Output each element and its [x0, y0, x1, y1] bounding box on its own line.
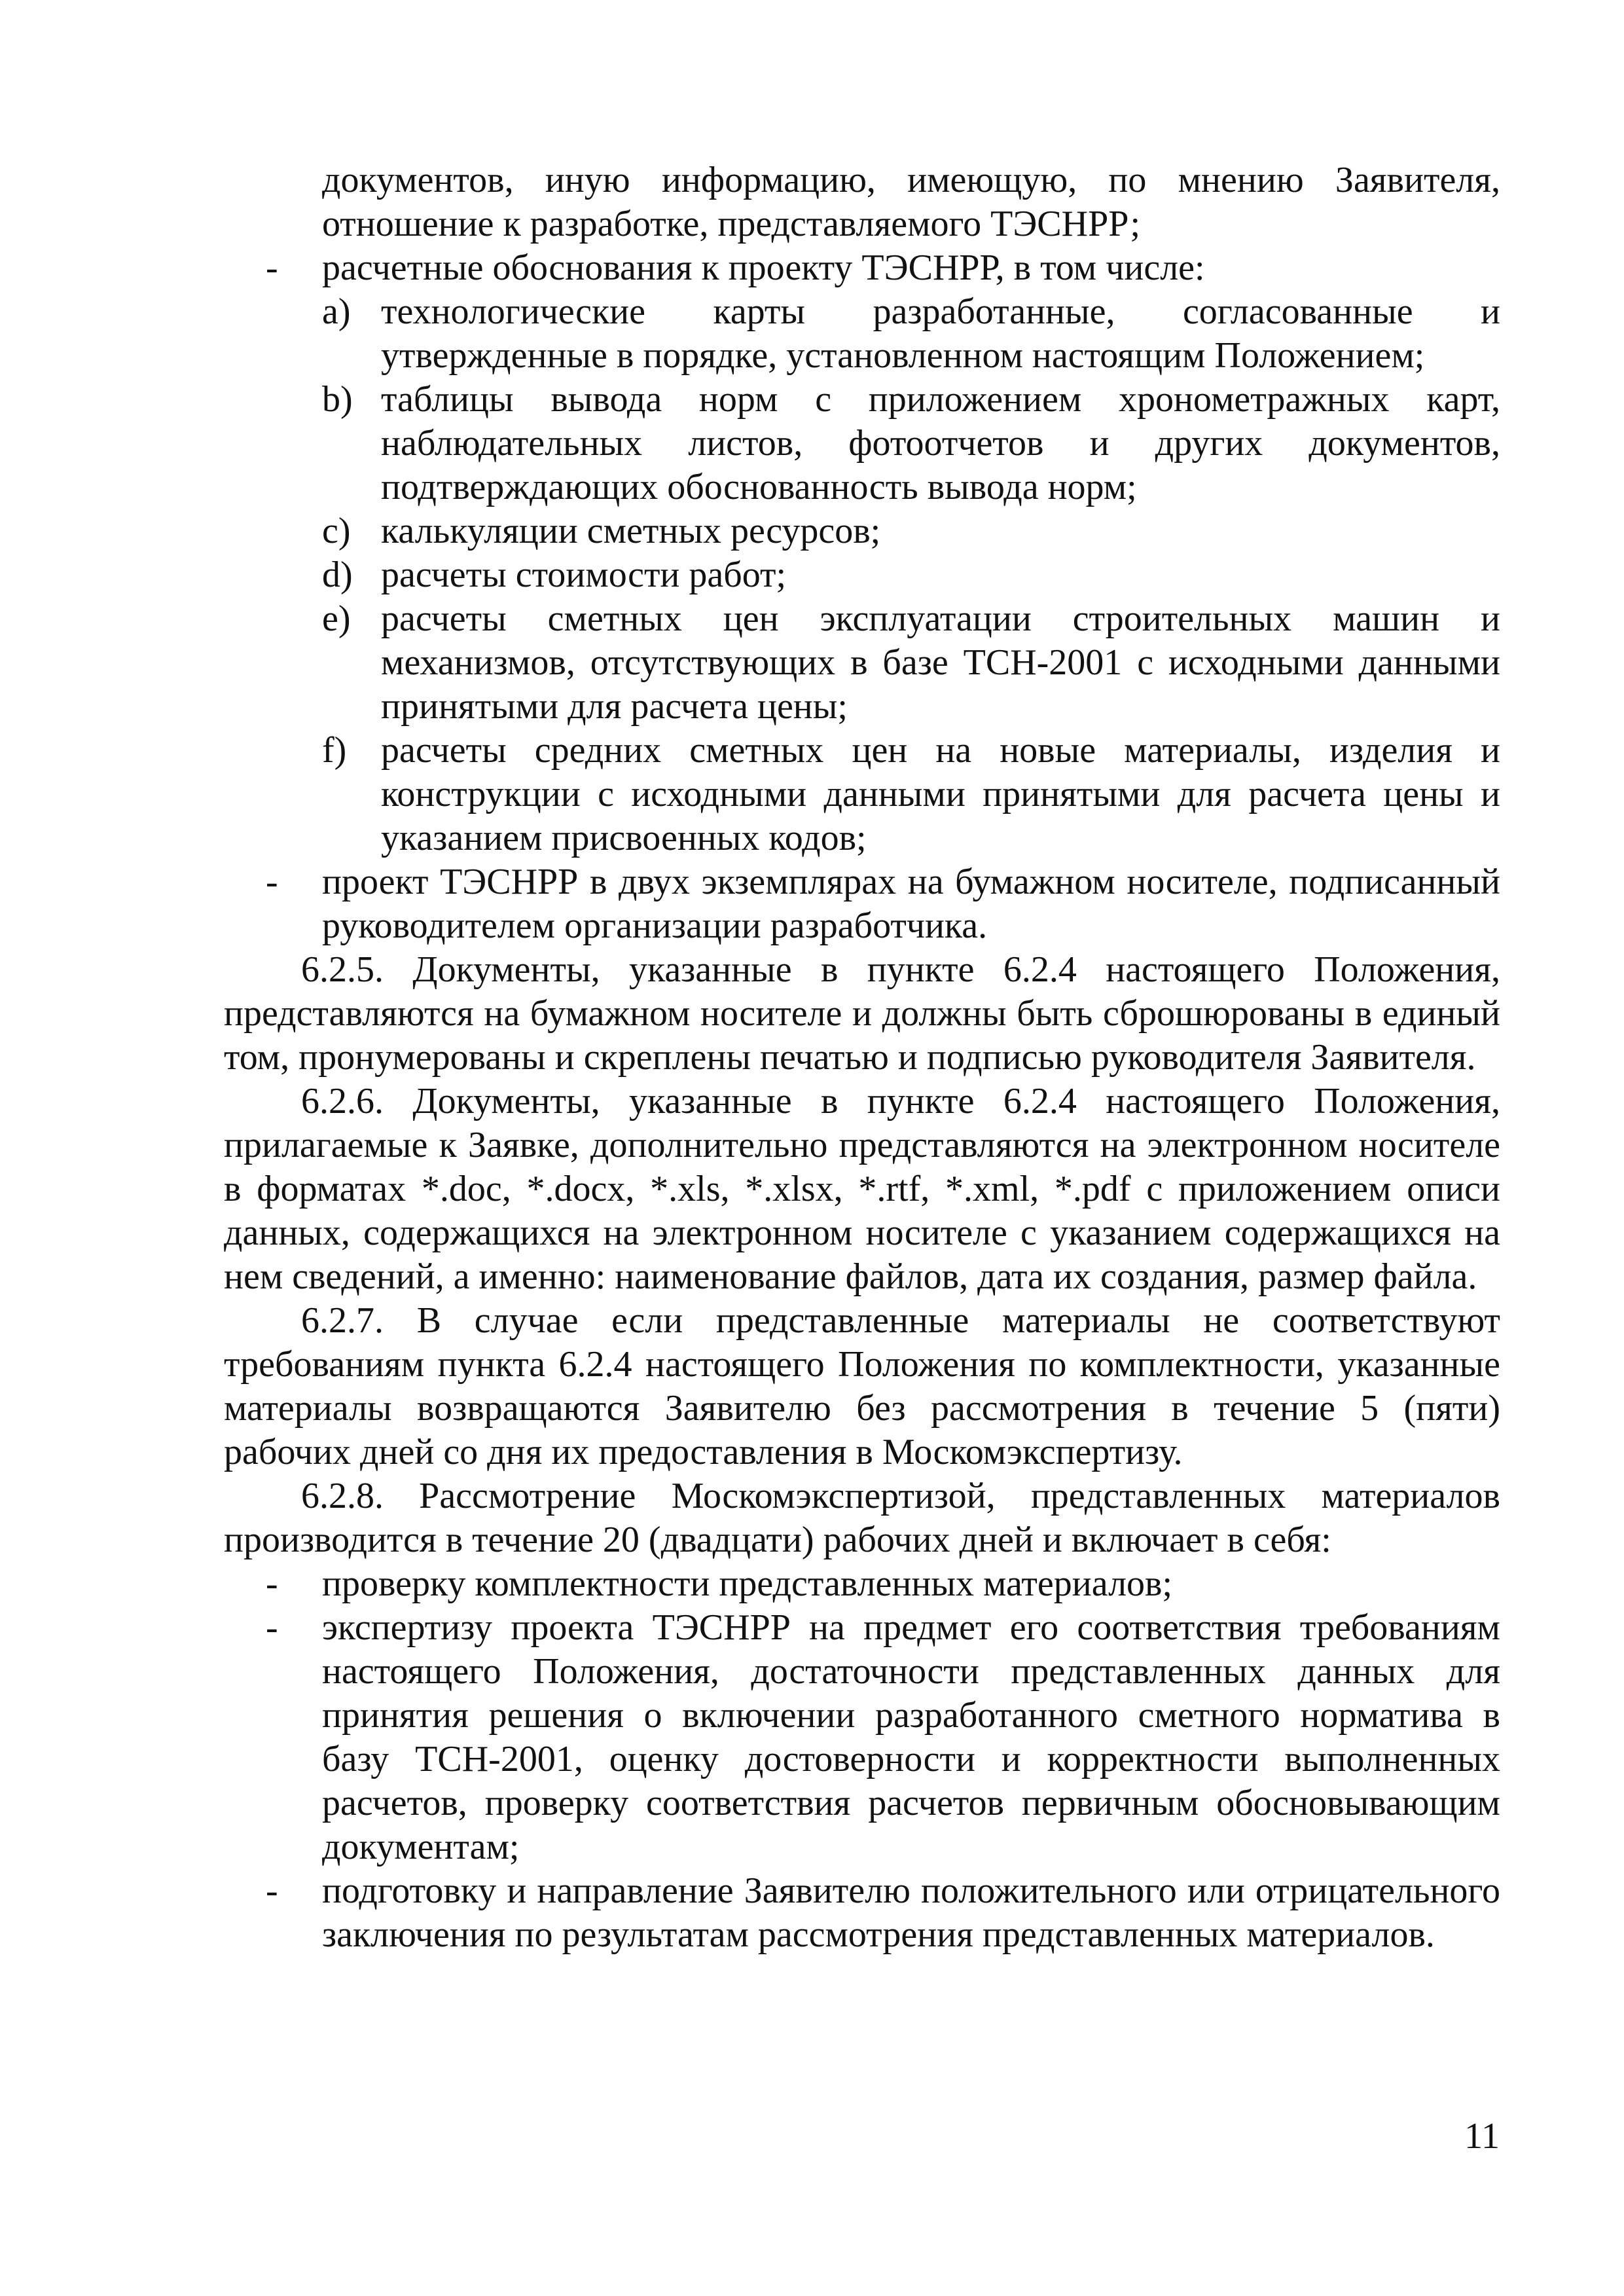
list-item-text: проект ТЭСНРР в двух экземплярах на бумажном носителе, подписанный руководителем организации разработчика. — [322, 862, 1500, 946]
list-item-text: подготовку и направление Заявителю положительного или отрицательного заключения по результатам рассмотрения представленных материалов. — [322, 1870, 1500, 1955]
dash-marker: - — [266, 1563, 278, 1604]
sub-list-item-d — [224, 553, 1500, 597]
sub-list-item-text: технологические карты разработанные, согласованные и утвержденные в порядке, установленном настоящим Положением; — [381, 291, 1500, 376]
sub-list-item-text: калькуляции сметных ресурсов; — [381, 511, 881, 551]
sub-list-item-b — [224, 378, 1500, 509]
page-number: 11 — [1464, 2116, 1500, 2157]
dash-marker: - — [266, 1870, 278, 1911]
sub-marker: a) — [322, 291, 351, 332]
dash-marker: - — [266, 862, 278, 902]
list-item-text: проверку комплектности представленных материалов; — [322, 1563, 1173, 1604]
document-body — [224, 158, 1500, 1957]
list-item-text: экспертизу проекта ТЭСНРР на предмет его соответствия требованиям настоящего Положения, достаточности представленных данных для принятия решения о включении разработанного сметного норматива в базу ТСН-2001, оценку достоверности и корректности выполненных расчетов, проверку соответствия расчетов первичным обосновывающим документам; — [322, 1607, 1500, 1867]
sub-list-item-text: расчеты стоимости работ; — [381, 555, 787, 595]
list-item — [224, 1562, 1500, 1606]
dash-marker: - — [266, 1607, 278, 1648]
sub-marker: f) — [322, 730, 347, 771]
paragraph-6-2-7: 6.2.7. В случае если представленные материалы не соответствуют требованиям пункта 6.2.4 настоящего Положения по комплектности, указанные материалы возвращаются Заявителю без рассмотрения в течение 5 (пяти) рабочих дней со дня их предоставления в Москомэкспертизу. — [224, 1300, 1500, 1472]
sub-marker: c) — [322, 511, 351, 551]
list-item — [224, 860, 1500, 948]
paragraph-6-2-6: 6.2.6. Документы, указанные в пункте 6.2.4 настоящего Положения, прилагаемые к Заявке, дополнительно представляются на электронном носителе в форматах *.doc, *.docx, *.xls, *.xlsx, *.rtf, *.xml, *.pdf с приложением описи данных, содержащихся на электронном носителе с указанием содержащихся на нем сведений, а именно: наименование файлов, дата их создания, размер файла. — [224, 1081, 1500, 1297]
sub-list-item-text: таблицы вывода норм с приложением хронометражных карт, наблюдательных листов, фотоотчетов и других документов, подтверждающих обоснованность вывода норм; — [381, 379, 1500, 507]
sub-list-item-a — [224, 290, 1500, 378]
sub-marker: e) — [322, 598, 351, 639]
sub-list-item-text: расчеты средних сметных цен на новые материалы, изделия и конструкции с исходными данными принятыми для расчета цены и указанием присвоенных кодов; — [381, 730, 1500, 858]
list-item — [224, 1869, 1500, 1957]
sub-list-item-f — [224, 729, 1500, 860]
sub-list-item-text: расчеты сметных цен эксплуатации строительных машин и механизмов, отсутствующих в базе ТСН-2001 с исходными данными принятыми для расчета цены; — [381, 598, 1500, 727]
dash-marker: - — [266, 247, 278, 288]
list-item-text: расчетные обоснования к проекту ТЭСНРР, в том числе: — [322, 247, 1205, 288]
list-item — [224, 246, 1500, 290]
sub-marker: d) — [322, 555, 353, 595]
paragraph-6-2-8: 6.2.8. Рассмотрение Москомэкспертизой, представленных материалов производится в течение 20 (двадцати) рабочих дней и включает в себя: — [224, 1476, 1500, 1560]
sub-list-item-e — [224, 597, 1500, 729]
sub-marker: b) — [322, 379, 353, 420]
list-item — [224, 1606, 1500, 1869]
intro-continuation: документов, иную информацию, имеющую, по мнению Заявителя, отношение к разработке, представляемого ТЭСНРР; — [322, 160, 1500, 244]
paragraph-6-2-5: 6.2.5. Документы, указанные в пункте 6.2.4 настоящего Положения, представляются на бумажном носителе и должны быть сброшюрованы в единый том, пронумерованы и скреплены печатью и подписью руководителя Заявителя. — [224, 949, 1500, 1078]
sub-list-item-c — [224, 509, 1500, 553]
